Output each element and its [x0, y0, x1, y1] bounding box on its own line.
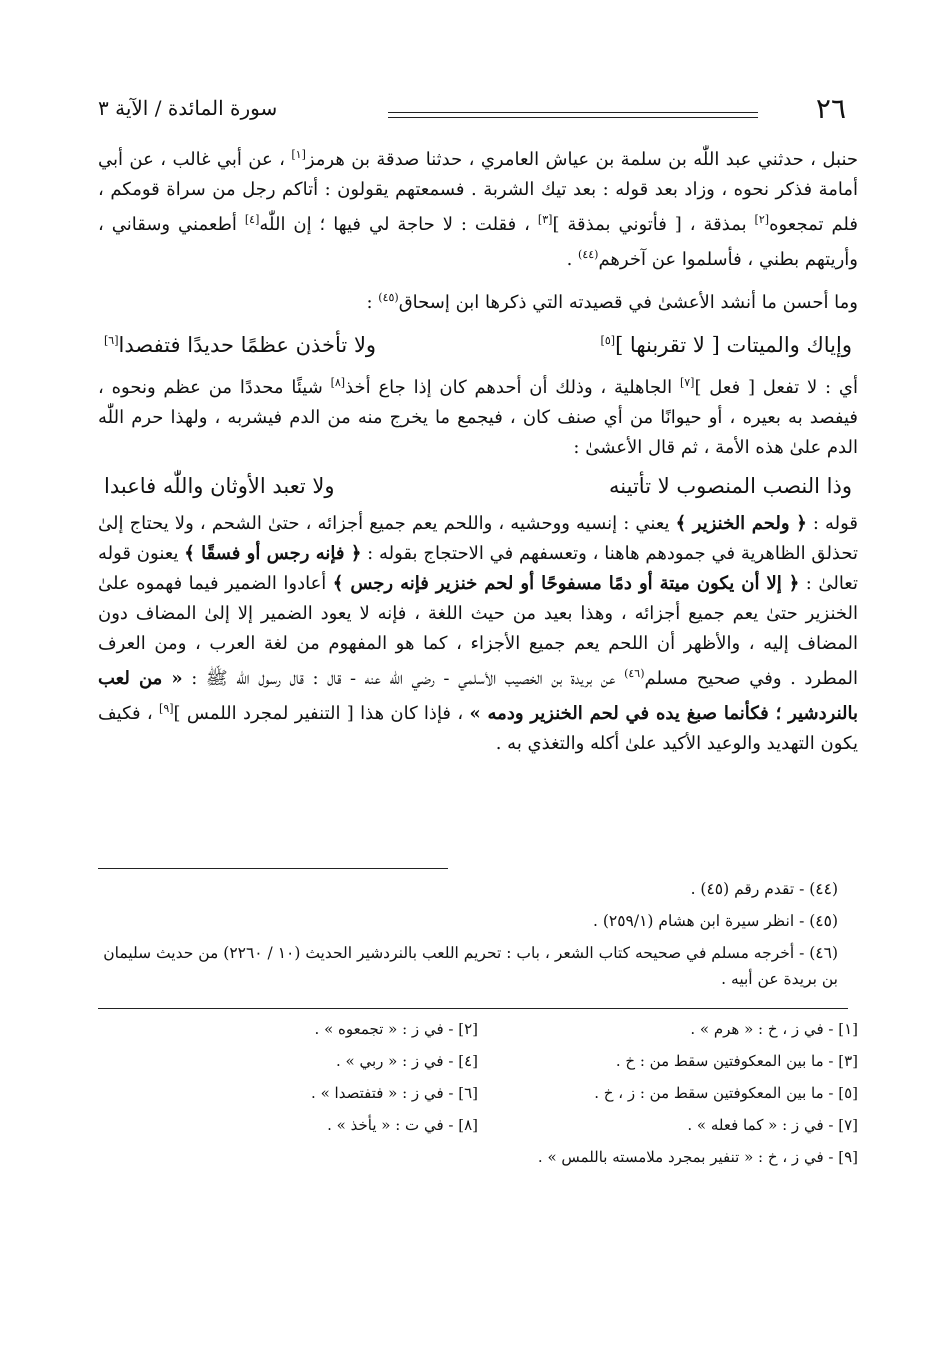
variant-marker: [٢] — [754, 213, 770, 226]
variant-note-5: [٥] - ما بين المعكوفتين سقط من : ز ، خ . — [594, 1084, 858, 1102]
text-run: : — [366, 292, 379, 313]
text-run: يعنون قوله تعالىٰ : — [98, 543, 858, 594]
variant-note-6: [٦] - في ز : « فتفتصدا » . — [311, 1084, 478, 1102]
variant-marker: [٥] — [600, 334, 616, 347]
main-text — [98, 140, 858, 767]
footnote-44: (٤٤) - تقدم رقم (٤٥) . — [690, 880, 838, 898]
variant-note-8: [٨] - في ت : « يأخذ » . — [327, 1116, 478, 1134]
quran-quote: ﴿ إلا أن يكون ميتة أو دمًا مسفوحًا أو لحم خنزير فإنه رجس ﴾ — [332, 573, 800, 594]
footnote-ref: (٤٦) — [624, 667, 645, 680]
footnote-ref: (٤٥) — [378, 291, 399, 304]
variant-marker: [٣] — [537, 213, 553, 226]
variant-marker: [٩] — [159, 702, 174, 715]
variant-note-9: [٩] - في ز ، خ : « تنفير بمجرد ملامسته باللمس » . — [537, 1148, 858, 1166]
page-header — [98, 90, 858, 134]
verse-hemistich-right: وذا النصب المنصوب لا تأتينه — [609, 474, 852, 498]
variant-note-2: [٢] - في ز : « تجمعوه » . — [314, 1020, 478, 1038]
quran-quote: ﴿ فإنه رجس أو فسقًا ﴾ — [184, 543, 362, 564]
text-run: الجاهلية ، وذلك أن أحدهم كان إذا جاع أخذ — [345, 377, 680, 398]
paragraph-explanation — [98, 368, 858, 463]
manuscript-variants — [98, 1020, 858, 1166]
quran-quote: ﴿ ولحم الخنزير ﴾ — [675, 513, 807, 534]
variant-marker: [٨] — [330, 376, 346, 389]
footnotes — [98, 876, 858, 998]
text-run: أعادوا الضمير فيما فهموه علىٰ الخنزير حتىٰ يعم جميع أجزائه ، وهذا بعيد من حيث اللغة ، فإنه لا يعود الضمير إلا إلىٰ المضاف دون المضاف إليه ، والأظهر أن اللحم يعم جميع الأجزاء ، كما هو المفهوم من لغة العرب ، ومن العرف المطرد . وفي صحيح مسلم — [98, 573, 858, 689]
surah-title: سورة المائدة / الآية ٣ — [98, 96, 278, 120]
text-run: ولا تأخذن عظمًا حديدًا فتفصدا — [118, 333, 377, 357]
text-run: شيئًا محددًا من عظم ونحوه ، فيفصد به بعيره ، أو حيوانًا من أي صنف كان ، فيجمع ما يخرج منه من الدم فيشربه ، ولهذا حرم اللّٰه الدم علىٰ هذه الأمة ، ثم قال الأعشىٰ : — [98, 377, 858, 458]
variant-marker: [٦] — [104, 334, 119, 347]
variant-note-3: [٣] - ما بين المعكوفتين سقط من : خ . — [615, 1052, 858, 1070]
text-run: أي : لا تفعل [ فعل ] — [694, 377, 858, 398]
text-run: أطعمني وسقاني ، وأريتهم بطني ، فأسلموا عن آخرهم — [98, 214, 858, 270]
variant-note-7: [٧] - في ز : « كما فعله » . — [687, 1116, 858, 1134]
variant-note-4: [٤] - في ز : « ربي » . — [335, 1052, 478, 1070]
header-rule-secondary — [388, 117, 758, 118]
verse-hemistich-left — [104, 326, 376, 360]
variant-marker: [١] — [291, 148, 306, 161]
text-run: . — [566, 249, 579, 270]
hadith-quote: « من لعب بالنردشير ؛ فكأنما صبغ يده في لحم الخنزير ودمه » — [98, 668, 858, 724]
footnote-46: (٤٦) - أخرجه مسلم في صحيحه كتاب الشعر ، باب : تحريم اللعب بالنردشير الحديث (١٠ / ٢٢٦٠) من حديث سليمان بن بريدة عن أبيه . — [103, 944, 838, 988]
page-number: ٢٦ — [815, 92, 846, 125]
text-run: يعني : إنسيه ووحشيه ، واللحم يعم جميع أجزائه ، حتىٰ الشحم ، ولا يحتاج إلىٰ تحذلق الظاهرية في جمودهم هاهنا ، وتعسفهم في الاحتجاج بقوله : — [98, 513, 859, 564]
paragraph-poem-intro — [98, 283, 858, 318]
verse-hemistich-right — [601, 326, 852, 360]
variant-marker: [٧] — [679, 376, 695, 389]
footnote-45: (٤٥) - انظر سيرة ابن هشام (٢٥٩/١) . — [592, 912, 838, 930]
footnote-separator — [98, 868, 448, 869]
paragraph-hadith-narration — [98, 140, 858, 275]
variants-separator — [98, 1008, 848, 1009]
footnote-ref: (٤٤) — [578, 248, 599, 261]
text-run: ، فقلت : لا حاجة لي فيها ؛ إن اللّٰه — [259, 214, 538, 235]
text-run: بمذقة ، [ فأتوني بمذقة ] — [552, 214, 755, 235]
verse-hemistich-left: ولا تعبد الأوثان واللّٰه فاعبدا — [104, 474, 335, 498]
text-run: عن بريدة بن الخصيب الأسلمي - رضي اللّٰه عنه - قال : قال رسول اللّٰه ﷺ : — [182, 668, 625, 689]
header-rule — [388, 112, 758, 113]
text-run: ، فكيف يكون التهديد والوعيد الأكيد علىٰ أكله والتغذي به . — [98, 703, 858, 754]
text-run: حنبل ، حدثني عبد اللّٰه بن سلمة بن عياش العامري ، حدثنا صدقة بن هرمز — [305, 149, 858, 170]
text-run: ، عن أبي غالب ، عن أبي أمامة فذكر نحوه ، وزاد بعد قوله : بعد تيك الشربة . فسمعتهم يقولون : أتاكم رجل من سراة قومكم ، فلم تمجعوه — [98, 149, 858, 235]
text-run: وما أحسن ما أنشد الأعشىٰ في قصيدته التي ذكرها ابن إسحاق — [398, 292, 858, 313]
text-run: قوله : — [806, 513, 859, 534]
poem-verse-1 — [104, 326, 852, 360]
text-run: ، فإذا كان هذا [ التنفير لمجرد اللمس ] — [173, 703, 470, 724]
paragraph-commentary — [98, 509, 858, 759]
poem-verse-2 — [104, 471, 852, 501]
text-run: وإياك والميتات [ لا تقربنها ] — [615, 333, 852, 357]
variant-note-1: [١] - في ز ، خ : « هرم » . — [690, 1020, 858, 1038]
variant-marker: [٤] — [244, 213, 260, 226]
